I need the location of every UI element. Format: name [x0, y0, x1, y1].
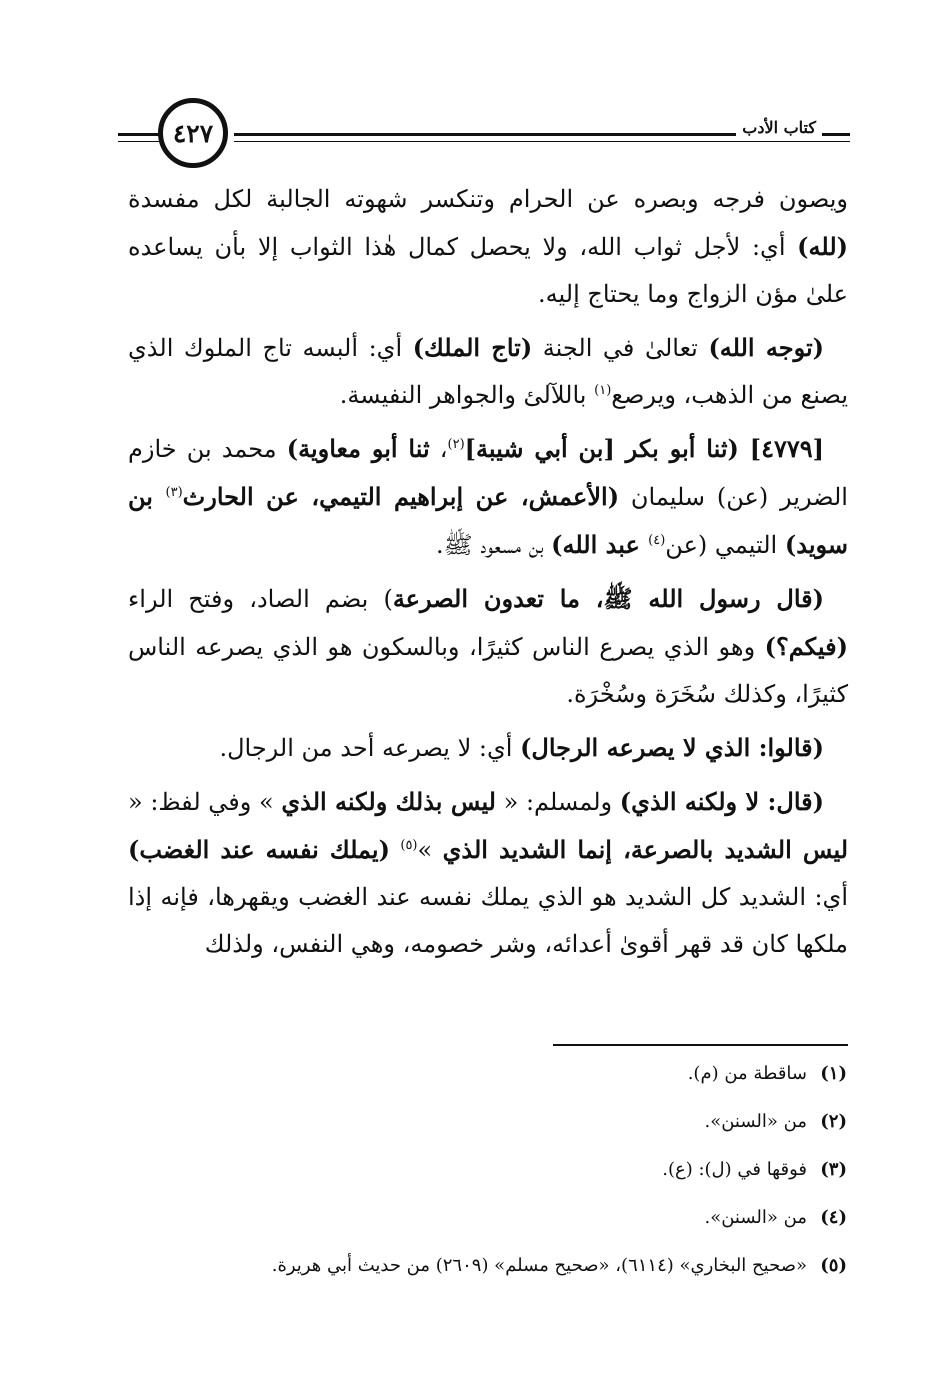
- text-run: وهو الذي يصرع الناس كثيرًا، وبالسكون هو الذي يصرعه الناس كثيرًا، وكذلك سُخَرَة وسُخْرَة.: [128, 633, 848, 708]
- paragraph: [128, 575, 848, 718]
- text-run: بن مسعود ﷺ.: [435, 531, 552, 559]
- bold-text: (لله): [797, 232, 848, 261]
- footnote-text: «صحيح البخاري» (٦١١٤)، «صحيح مسلم» (٢٦٠٩) من حديث أبي هريرة.: [271, 1255, 807, 1276]
- text-run: أي: لا يصرعه أحد من الرجال.: [219, 734, 521, 762]
- bold-text: ليس الشديد بالصرعة، إنما الشديد الذي: [442, 835, 849, 864]
- text-run: »: [417, 836, 443, 864]
- footnote-number: (٤): [820, 1207, 847, 1228]
- page-number: ٤٢٧: [172, 118, 214, 148]
- footnote-marker: (٣): [165, 485, 183, 500]
- bold-text: بن سويد): [128, 482, 848, 559]
- text-run: التيمي (عن: [665, 531, 785, 559]
- header-rule-right-thin: [234, 141, 850, 142]
- bold-text: (قال: لا ولكنه الذي): [619, 787, 824, 816]
- footnote-item: [147, 1154, 847, 1202]
- footnote-marker: (١): [594, 383, 612, 398]
- text-run: (عن): [716, 483, 769, 511]
- text-run: ولمسلم: «: [496, 788, 620, 816]
- bold-text: (قالوا: الذي لا يصرعه الرجال): [520, 733, 824, 762]
- bold-text: ليس بذلك ولكنه الذي: [281, 787, 496, 816]
- text-run: » وفي لفظ: «: [128, 788, 282, 816]
- text-run: ) بضم الصاد، وفتح الراء: [128, 585, 393, 613]
- footnote-item: [147, 1058, 847, 1106]
- footnote-marker: (٢): [447, 437, 465, 452]
- footnote-text: فوقها في (ل): (ع).: [662, 1159, 807, 1180]
- text-run: تعالىٰ في الجنة: [532, 334, 709, 362]
- header-rule-left-thin: [118, 141, 160, 142]
- footnote-number: (١): [820, 1063, 847, 1084]
- paragraph: [128, 425, 848, 569]
- footnote-number: (٢): [820, 1111, 847, 1132]
- paragraph: [128, 324, 848, 419]
- page-number-badge: [158, 98, 228, 168]
- bold-text: ثنا أبو معاوية): [286, 434, 430, 463]
- text-run: [390, 836, 400, 864]
- text-run: ،: [429, 435, 448, 463]
- page-header: [118, 96, 850, 180]
- bold-text: (تاج الملك): [412, 333, 533, 362]
- footnote-number: (٥): [820, 1255, 847, 1276]
- footnote-item: [147, 1202, 847, 1250]
- text-run: باللآلئ والجواهر النفيسة.: [339, 381, 595, 409]
- chapter-title: كتاب الأدب: [736, 118, 822, 137]
- text-run: أي: لأجل ثواب الله، ولا يحصل كمال هٰذا الثواب إلا بأن يساعده علىٰ مؤن الزواج وما يحتاج إليه.: [128, 233, 848, 308]
- footnote-text: من «السنن».: [704, 1111, 807, 1132]
- text-run: سليمان: [619, 483, 717, 511]
- footnote-item: [147, 1250, 847, 1298]
- text-run: محمد بن خازم الضرير: [128, 435, 848, 511]
- paragraph: [128, 778, 848, 968]
- bold-text: (توجه الله): [708, 333, 825, 362]
- footnote-item: [147, 1106, 847, 1154]
- footnote-marker: (٥): [400, 838, 418, 853]
- footnote-marker: (٤): [648, 533, 666, 548]
- bold-text: [٤٧٧٩] (ثنا أبو بكر [بن أبي شيبة]: [464, 434, 825, 463]
- footnotes: [147, 1058, 847, 1298]
- bold-text: عبد الله): [551, 530, 649, 559]
- main-text: [128, 176, 848, 974]
- text-run: أي: ألبسه تاج الملوك الذي يصنع من الذهب، ويرصع: [128, 334, 848, 409]
- paragraph: [128, 176, 848, 318]
- paragraph: [128, 724, 848, 772]
- bold-text: (قال رسول الله ﷺ، ما تعدون الصرعة: [392, 584, 824, 613]
- bold-text: (فيكم؟): [764, 632, 848, 661]
- footnote-text: ساقطة من (م).: [687, 1063, 807, 1084]
- footnote-text: من «السنن».: [704, 1207, 807, 1228]
- text-run: أي: الشديد كل الشديد هو الذي يملك نفسه عند الغضب ويقهرها، فإنه إذا ملكها كان قد قهر أقوىٰ أعدائه، وشر خصومه، وهي النفس، ولذلك: [128, 883, 848, 958]
- footnote-number: (٣): [820, 1159, 847, 1180]
- bold-text: (يملك نفسه عند الغضب): [128, 835, 390, 864]
- footnote-separator: [553, 1044, 848, 1046]
- header-rule-left: [118, 133, 160, 136]
- bold-text: (الأعمش، عن إبراهيم التيمي، عن الحارث: [182, 482, 620, 511]
- text-run: ويصون فرجه وبصره عن الحرام وتنكسر شهوته الجالبة لكل مفسدة: [128, 185, 848, 213]
